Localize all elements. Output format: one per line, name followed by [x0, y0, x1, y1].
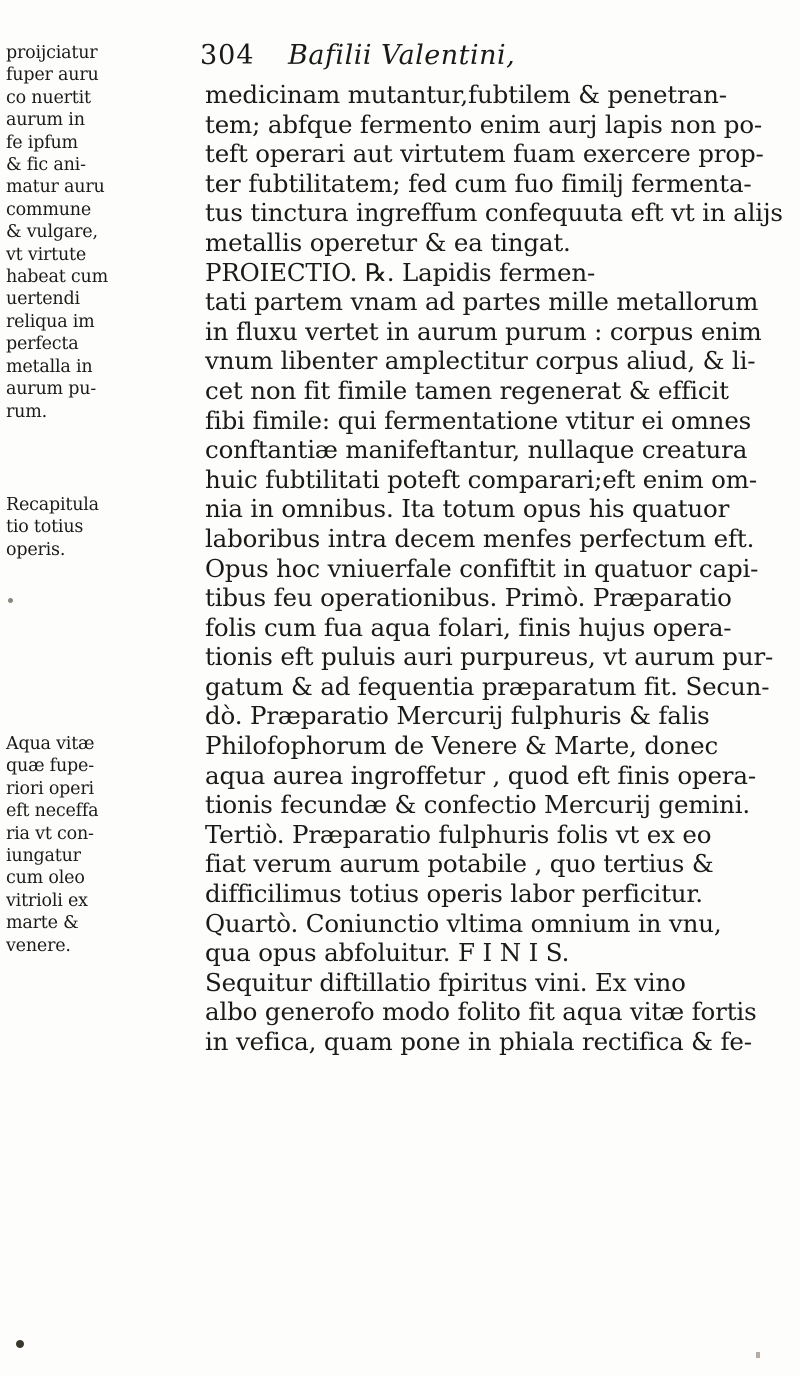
marginal-line: tio totius	[6, 517, 84, 538]
running-head	[200, 40, 780, 84]
text-line: dò. Præparatio Mercurij fulphuris & falis	[205, 701, 710, 731]
marginal-line: marte &	[6, 913, 79, 934]
text-line: teft operari aut virtutem fuam exercere prop-	[205, 139, 764, 169]
marginal-line: habeat cum	[6, 267, 108, 288]
text-line: nia in omnibus. Ita totum opus his quatuor	[205, 494, 730, 524]
marginal-line: reliqua im	[6, 311, 95, 332]
text-line: medicinam mutantur,fubtilem & penetran-	[205, 80, 727, 109]
marginal-line: co nuertit	[6, 87, 91, 108]
marginal-line: operis.	[6, 539, 66, 560]
body-text	[205, 80, 795, 1057]
text-line: Quartò. Coniunctio vltima omnium in vnu,	[205, 908, 722, 938]
text-line: qua opus abfoluitur. F I N I S.	[205, 938, 570, 968]
marginal-line: fuper auru	[6, 65, 99, 86]
marginal-line: vt virtute	[6, 244, 87, 265]
text-line: fiat verum aurum potabile , quo tertius &	[205, 849, 714, 879]
text-line: in fluxu vertet in aurum purum : corpus enim	[205, 316, 762, 346]
marginal-note-recapitulation	[6, 494, 99, 561]
paper-blemish	[756, 1352, 760, 1358]
marginal-line: aurum in	[6, 110, 85, 131]
page-number: 304	[200, 40, 255, 71]
text-line: folis cum fua aqua folari, finis hujus opera-	[205, 612, 732, 642]
text-line: cet non fit fimile tamen regenerat & efficit	[205, 375, 729, 405]
marginal-line: ria vt con-	[6, 823, 94, 844]
marginal-line: iungatur	[6, 846, 81, 867]
marginal-line: commune	[6, 199, 92, 220]
text-line: metallis operetur & ea tingat.	[205, 227, 571, 257]
paper-blemish	[8, 598, 13, 603]
marginal-line: Aqua vitæ	[6, 734, 95, 754]
text-line: tus tinctura ingreffum confequuta eft vt in alijs	[205, 198, 783, 228]
marginal-line: fe ipfum	[6, 132, 78, 153]
marginal-line: vitrioli ex	[6, 890, 88, 911]
marginal-line: eft neceffa	[6, 801, 99, 822]
marginal-line: aurum pu-	[6, 379, 97, 400]
marginal-line: & fic ani-	[6, 155, 86, 176]
text-line: laboribus intra decem menfes perfectum eft.	[205, 523, 755, 553]
marginal-note-aqua-vitae	[6, 733, 99, 957]
marginal-line: quæ fupe-	[6, 756, 94, 777]
text-line: tionis eft puluis auri purpureus, vt aurum pur-	[205, 642, 774, 672]
text-line: conftantiæ manifeftantur, nullaque creatura	[205, 435, 748, 465]
marginal-line: uertendi	[6, 289, 80, 310]
text-line: albo generofo modo folito fit aqua vitæ fortis	[205, 997, 757, 1027]
ink-dot	[16, 1340, 24, 1348]
text-line: aqua aurea ingroffetur , quod eft finis opera-	[205, 760, 756, 790]
text-line: tati partem vnam ad partes mille metallorum	[205, 287, 759, 317]
text-line: fibi fimile: qui fermentatione vtitur ei omnes	[205, 405, 752, 435]
marginal-line: proijciatur	[6, 43, 98, 63]
text-line: Sequitur diftillatio fpiritus vini. Ex vino	[205, 967, 686, 997]
text-line: PROIECTIO. ℞. Lapidis fermen-	[205, 257, 596, 287]
text-line: Tertiò. Præparatio fulphuris folis vt ex eo	[205, 819, 712, 849]
marginal-line: cum oleo	[6, 868, 85, 889]
marginal-line: metalla in	[6, 356, 93, 377]
text-line: Philofophorum de Venere & Marte, donec	[205, 731, 719, 761]
text-line: ter fubtilitatem; fed cum fuo fimilj fermenta-	[205, 168, 752, 198]
running-title: Bafilii Valentini,	[288, 40, 516, 71]
text-line: vnum libenter amplectitur corpus aliud, & li-	[205, 346, 756, 376]
text-line: difficilimus totius operis labor perficitur.	[205, 879, 703, 909]
text-line: in vefica, quam pone in phiala rectifica & fe-	[205, 1027, 752, 1056]
text-line: huic fubtilitati poteft comparari;eft enim om-	[205, 464, 757, 494]
text-line: tem; abfque fermento enim aurj lapis non po-	[205, 109, 763, 139]
text-line: Opus hoc vniuerfale confiftit in quatuor capi-	[205, 553, 759, 583]
marginal-line: rum.	[6, 401, 47, 422]
text-line: gatum & ad fequentia præparatum fit. Secun-	[205, 671, 770, 701]
marginal-line: perfecta	[6, 334, 79, 355]
marginal-line: Recapitula	[6, 495, 99, 515]
marginal-line: & vulgare,	[6, 222, 98, 243]
marginal-line: venere.	[6, 935, 71, 956]
text-line: tibus feu operationibus. Primò. Præparatio	[205, 583, 732, 613]
marginal-line: riori operi	[6, 778, 94, 799]
text-line: tionis fecundæ & confectio Mercurij gemini.	[205, 790, 751, 820]
marginal-line: matur auru	[6, 177, 105, 198]
marginal-note-projection	[6, 42, 108, 423]
